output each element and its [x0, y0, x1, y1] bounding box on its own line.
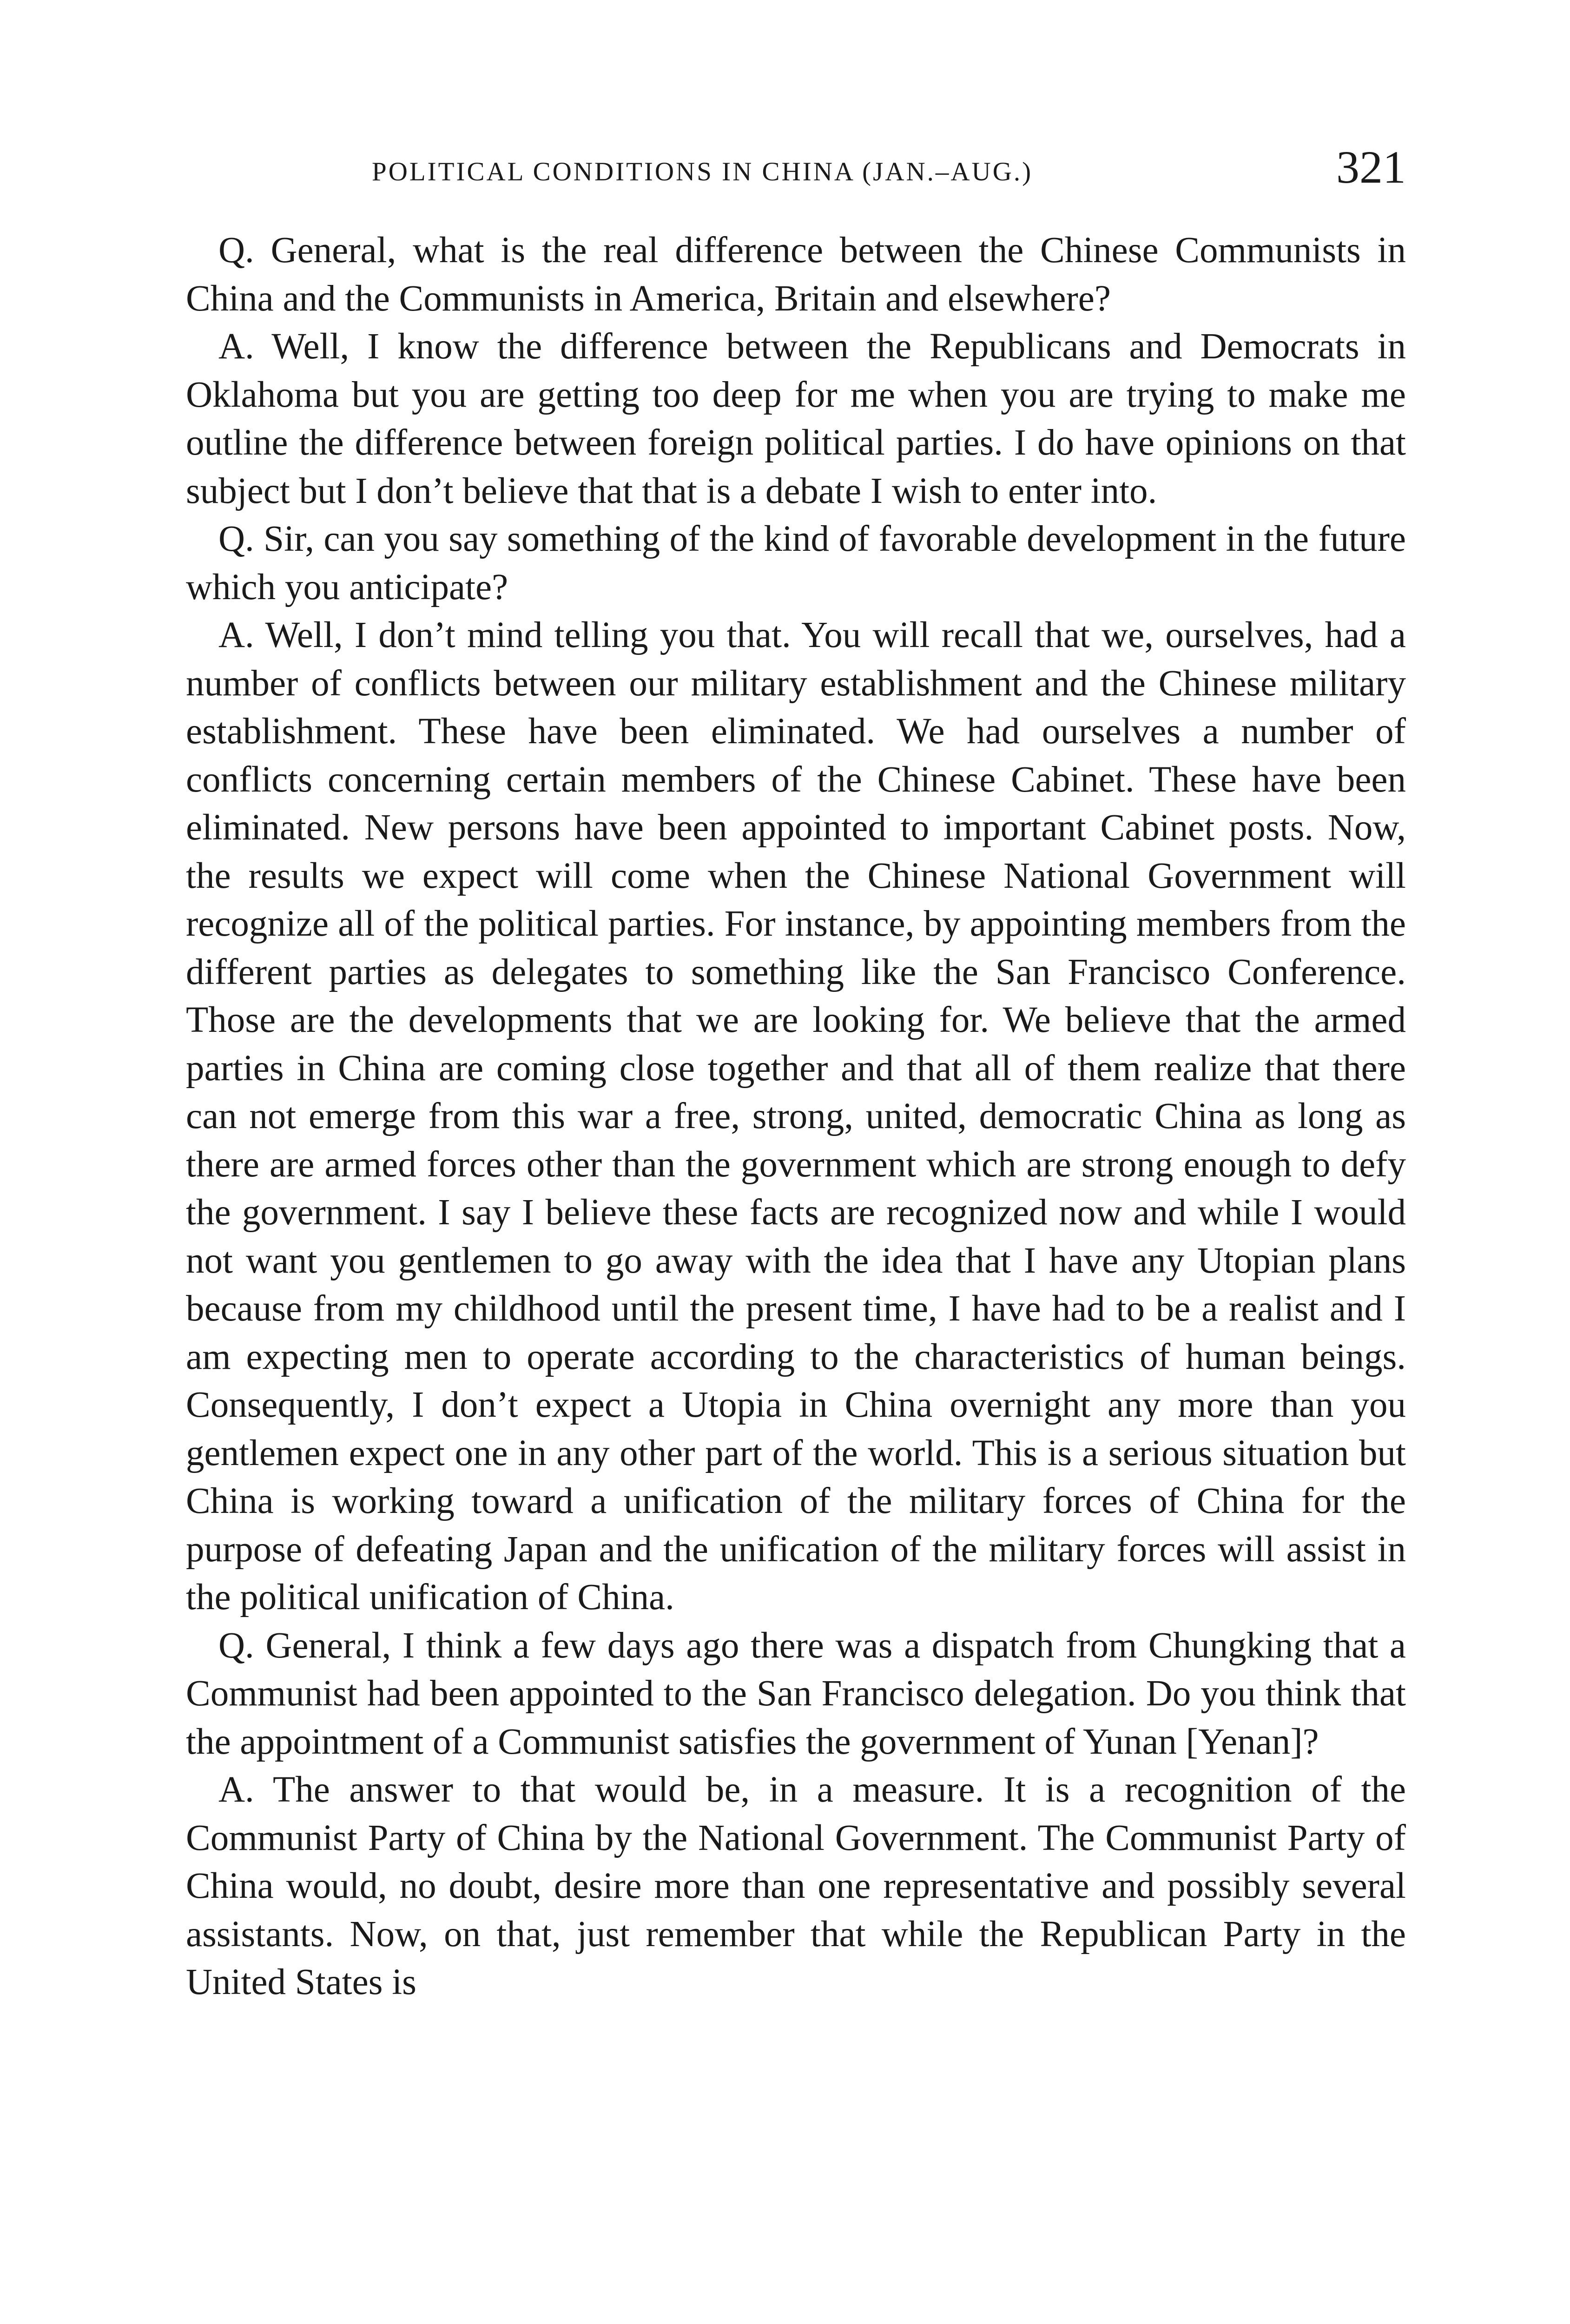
paragraph-answer-1: A. Well, I know the difference between the Republicans and Democrats in Oklahoma but you are getting too deep for me when you are trying to make me outline the difference between foreign political parties. I do have opinions on that subject but I don’t believe that that is a debate I wish to enter into. [186, 326, 1406, 511]
body-text [186, 226, 1406, 2007]
running-title: POLITICAL CONDITIONS IN CHINA (JAN.–AUG.) [372, 157, 1033, 186]
page-number: 321 [1336, 141, 1406, 193]
paragraph-answer-2: A. Well, I don’t mind telling you that. You will recall that we, ourselves, had a number of conflicts between our military establishment and the Chinese military establishment. These have been eliminated. We had ourselves a number of conflicts concerning certain members of the Chinese Cabinet. These have been eliminated. New persons have been appointed to important Cabinet posts. Now, the results we expect will come when the Chinese National Government will recognize all of the political parties. For instance, by appointing members from the different parties as delegates to something like the San Francisco Conference. Those are the developments that we are looking for. We believe that the armed parties in China are coming close together and that all of them realize that there can not emerge from this war a free, strong, united, democratic China as long as there are armed forces other than the government which are strong enough to defy the government. I say I believe these facts are recognized now and while I would not want you gentlemen to go away with the idea that I have any Utopian plans because from my childhood until the present time, I have had to be a realist and I am expecting men to operate according to the characteristics of human beings. Consequently, I don’t expect a Utopia in China overnight any more than you gentlemen expect one in any other part of the world. This is a serious situation but China is working toward a unification of the military forces of China for the purpose of defeating Japan and the unification of the military forces will assist in the political unification of China. [186, 615, 1406, 1618]
paragraph-answer-3: A. The answer to that would be, in a measure. It is a recognition of the Communist Party of China by the National Government. The Communist Party of China would, no doubt, desire more than one representative and possibly several assistants. Now, on that, just remember that while the Republican Party in the United States is [186, 1769, 1406, 2002]
paragraph-question-1: Q. General, what is the real difference between the Chinese Communists in China and the Communists in America, Britain and elsewhere? [186, 230, 1406, 319]
paragraph-question-3: Q. General, I think a few days ago there was a dispatch from Chungking that a Communist had been appointed to the San Francisco delegation. Do you think that the appointment of a Communist satisfies the government of Yunan [Yenan]? [186, 1625, 1406, 1762]
running-head [186, 139, 1406, 195]
paragraph-question-2: Q. Sir, can you say something of the kind of favorable development in the future which you anticipate? [186, 519, 1406, 607]
